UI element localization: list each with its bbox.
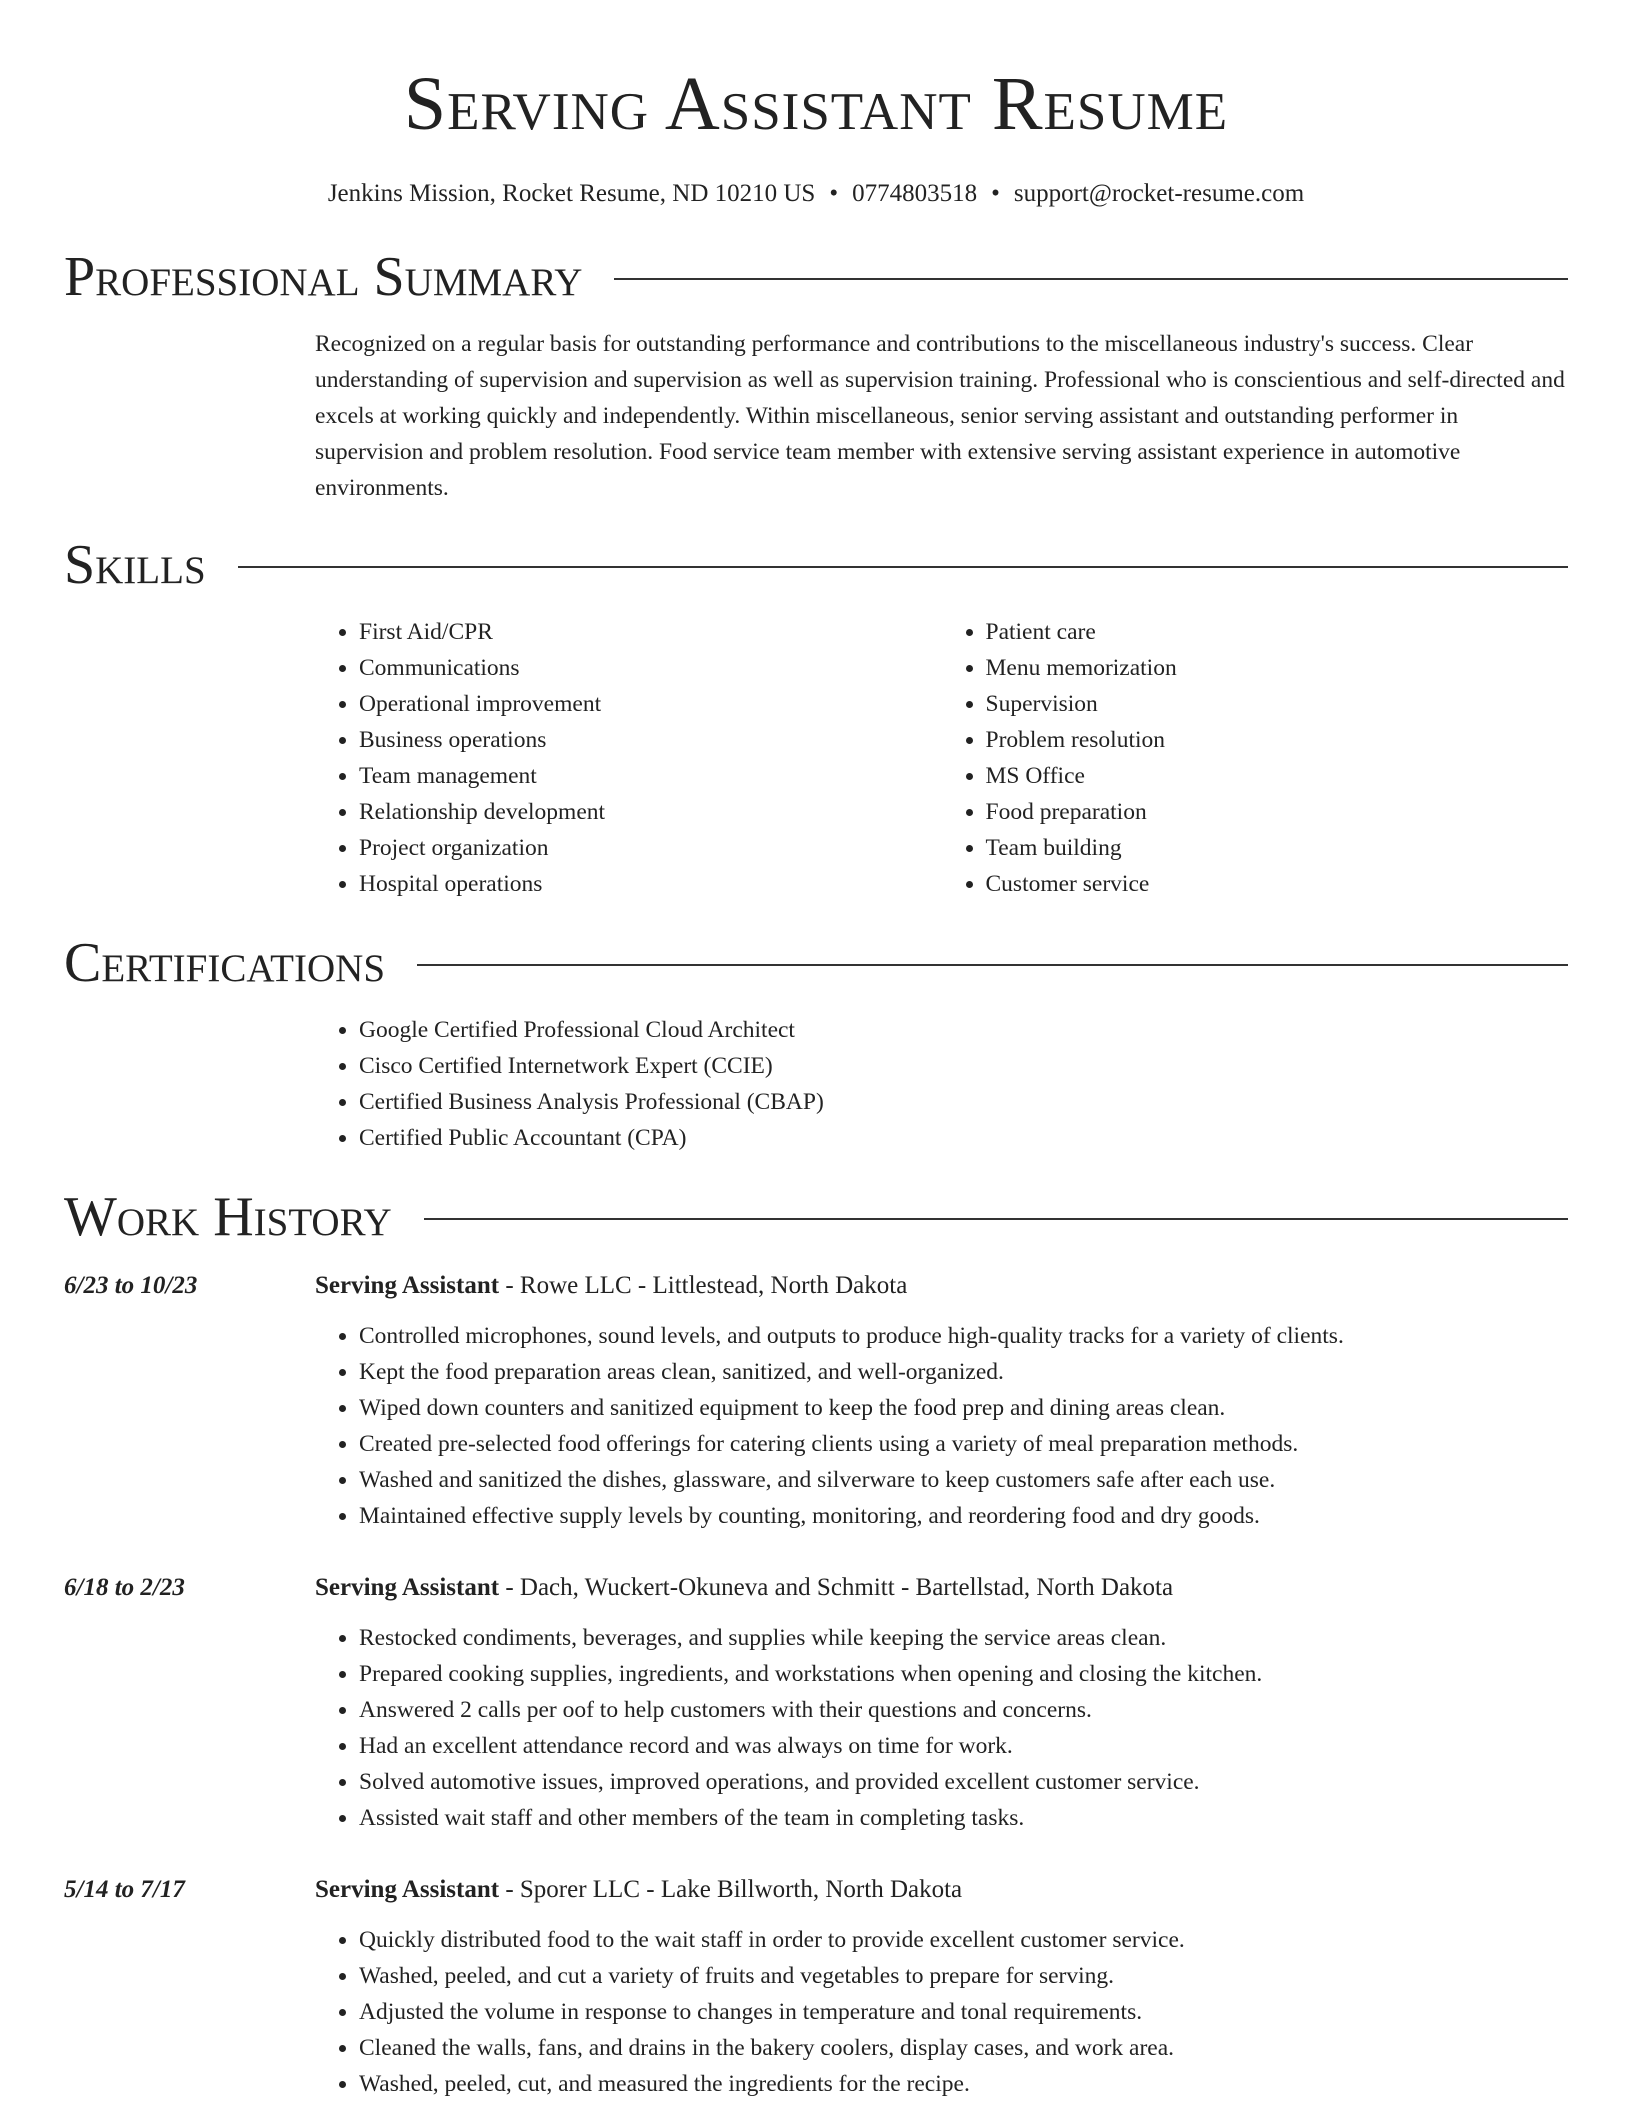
job-title: Serving Assistant [315,1574,500,1601]
job-entry [64,1872,1568,2102]
skill-item: • Team building [986,830,1569,866]
skills-list-right [942,614,1569,902]
job-company-location: - Dach, Wuckert-Okuneva and Schmitt - Bartellstad, North Dakota [499,1574,1174,1601]
section-divider [614,278,1568,280]
contact-line [64,178,1568,210]
job-info [315,1268,907,1304]
skill-item: • MS Office [986,758,1569,794]
skill-item: • Menu memorization [986,650,1569,686]
certifications-heading: Certifications [64,932,386,994]
job-dates: 6/23 to 10/23 [64,1272,198,1299]
section-divider [417,964,1568,966]
job-duty-item: • Kept the food preparation areas clean, sanitized, and well-organized. [359,1354,1568,1390]
resume-title: Serving Assistant Resume [403,62,1229,146]
job-duty-item: • Cleaned the walls, fans, and drains in the bakery coolers, display cases, and work area. [359,2030,1568,2066]
skill-item: • Patient care [986,614,1569,650]
skill-item: • Supervision [986,686,1569,722]
job-duties-list [315,1620,1568,1836]
job-entry [64,1268,1568,1534]
job-duty-item: • Prepared cooking supplies, ingredients, and workstations when opening and closing the kitchen. [359,1656,1568,1692]
skills-columns [315,614,1568,902]
job-title: Serving Assistant [315,1272,500,1299]
job-company-location: - Sporer LLC - Lake Billworth, North Dakota [499,1876,963,1903]
job-header [64,1570,1568,1606]
certifications-section-header [64,932,1568,994]
job-info [315,1570,1173,1606]
skill-item: • Customer service [986,866,1569,902]
certification-item: • Google Certified Professional Cloud Architect [359,1012,1568,1048]
skill-item: • Relationship development [359,794,942,830]
certification-item: • Certified Public Accountant (CPA) [359,1120,1568,1156]
certifications-body [315,1012,1568,1156]
job-duties-list [315,1922,1568,2102]
certifications-list [315,1012,1568,1156]
work-heading: Work History [64,1186,392,1248]
job-duty-item: • Washed and sanitized the dishes, glassware, and silverware to keep customers safe after each use. [359,1462,1568,1498]
section-divider [238,566,1568,568]
job-entry [64,1570,1568,1836]
skills-list-left [315,614,942,902]
skill-item: • Project organization [359,830,942,866]
job-duty-item: • Had an excellent attendance record and was always on time for work. [359,1728,1568,1764]
job-duty-item: • Adjusted the volume in response to changes in temperature and tonal requirements. [359,1994,1568,2030]
job-company-location: - Rowe LLC - Littlestead, North Dakota [499,1272,908,1299]
job-duty-item: • Controlled microphones, sound levels, and outputs to produce high-quality tracks for a variety of clients. [359,1318,1568,1354]
skill-item: • Team management [359,758,942,794]
summary-heading: Professional Summary [64,246,583,308]
skill-item: • First Aid/CPR [359,614,942,650]
job-duty-item: • Answered 2 calls per oof to help customers with their questions and concerns. [359,1692,1568,1728]
job-duty-item: • Solved automotive issues, improved operations, and provided excellent customer service. [359,1764,1568,1800]
skill-item: • Food preparation [986,794,1569,830]
skills-heading: Skills [64,534,206,596]
work-history-list [64,1268,1568,2102]
skill-item: • Operational improvement [359,686,942,722]
job-duty-item: • Wiped down counters and sanitized equipment to keep the food prep and dining areas clean. [359,1390,1568,1426]
skill-item: • Problem resolution [986,722,1569,758]
job-duties-list [315,1318,1568,1534]
contact-email: support@rocket-resume.com [1013,180,1305,207]
skill-item: • Business operations [359,722,942,758]
certification-item: • Cisco Certified Internetwork Expert (CCIE) [359,1048,1568,1084]
summary-text: Recognized on a regular basis for outstanding performance and contributions to the miscellaneous industry's success. Clear understanding of supervision and supervision as well as supervision training. Professional who is conscientious and self-directed and excels at working quickly and independently. Within miscellaneous, senior serving assistant and outstanding performer in supervision and problem resolution. Food service team member with extensive serving assistant experience in automotive environments. [315,331,1565,501]
job-duty-item: • Assisted wait staff and other members of the team in completing tasks. [359,1800,1568,1836]
section-divider [424,1218,1568,1220]
skill-item: • Communications [359,650,942,686]
skills-section-header [64,534,1568,596]
resume-page [64,0,1568,2102]
job-duty-item: • Maintained effective supply levels by counting, monitoring, and reordering food and dry goods. [359,1498,1568,1534]
job-info [315,1872,962,1908]
job-dates: 6/18 to 2/23 [64,1574,185,1601]
certification-item: • Certified Business Analysis Professional (CBAP) [359,1084,1568,1120]
contact-phone: 0774803518 [852,180,978,207]
contact-separator: • [991,180,1000,207]
contact-address: Jenkins Mission, Rocket Resume, ND 10210 US [327,180,816,207]
job-header [64,1268,1568,1304]
summary-section-header [64,246,1568,308]
job-duty-item: • Washed, peeled, cut, and measured the ingredients for the recipe. [359,2066,1568,2102]
job-dates: 5/14 to 7/17 [64,1876,185,1903]
job-duty-item: • Washed, peeled, and cut a variety of fruits and vegetables to prepare for serving. [359,1958,1568,1994]
job-duty-item: • Restocked condiments, beverages, and supplies while keeping the service areas clean. [359,1620,1568,1656]
job-title: Serving Assistant [315,1876,500,1903]
contact-separator: • [829,180,839,207]
job-duty-item: • Created pre-selected food offerings for catering clients using a variety of meal preparation methods. [359,1426,1568,1462]
job-duty-item: • Quickly distributed food to the wait staff in order to provide excellent customer service. [359,1922,1568,1958]
job-header [64,1872,1568,1908]
work-section-header [64,1186,1568,1248]
skill-item: • Hospital operations [359,866,942,902]
